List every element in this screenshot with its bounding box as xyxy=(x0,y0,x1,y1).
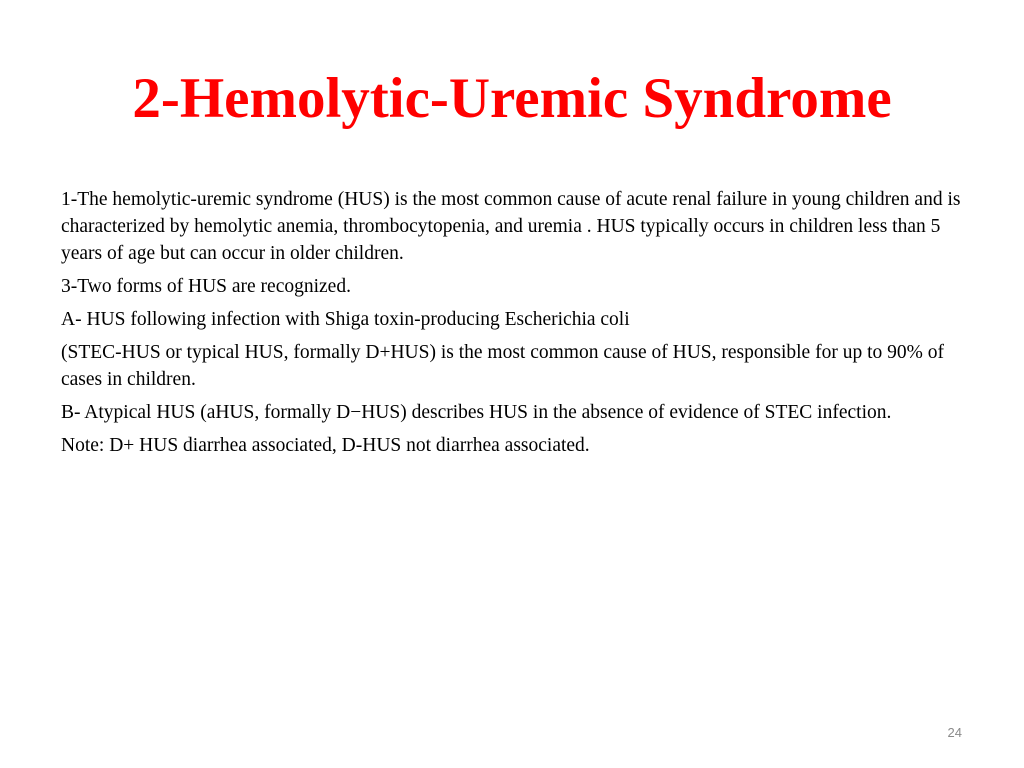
paragraph-stec-hus: (STEC-HUS or typical HUS, formally D+HUS) is the most common cause of HUS, responsible for up to 90% of cases in children. xyxy=(61,342,944,390)
paragraph-note: Note: D+ HUS diarrhea associated, D-HUS not diarrhea associated. xyxy=(61,435,590,456)
paragraph-intro: 1-The hemolytic-uremic syndrome (HUS) is the most common cause of acute renal failure in young children and is characterized by hemolytic anemia, thrombocytopenia, and uremia . HUS typically occurs in children less than 5 years of age but can occur in older children. xyxy=(61,189,961,264)
page-number: 24 xyxy=(947,725,962,740)
paragraph-two-forms: 3-Two forms of HUS are recognized. xyxy=(61,276,351,297)
slide-title: 2-Hemolytic-Uremic Syndrome xyxy=(132,67,892,130)
paragraph-form-b: B- Atypical HUS (aHUS, formally D−HUS) describes HUS in the absence of evidence of STEC infection. xyxy=(61,402,892,423)
paragraph-form-a: A- HUS following infection with Shiga toxin-producing Escherichia coli xyxy=(61,309,630,330)
slide-body xyxy=(61,186,961,465)
